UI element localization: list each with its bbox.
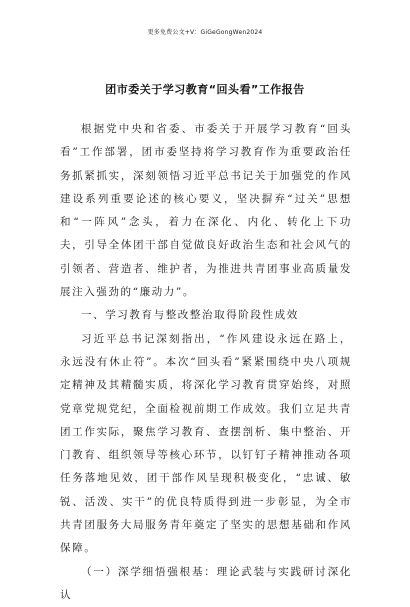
section-heading: 一、学习教育与整改整治取得阶段性成效 xyxy=(81,309,299,322)
document-title: 团市委关于学习教育“回头看”工作报告 xyxy=(105,83,305,96)
body-paragraph: 根据党中央和省委、市委关于开展学习教育“回头看”工作部署，团市委坚持将学习教育作为重要政治任务抓紧抓实，深刻领悟习近平总书记关于加强党的作风建设系列重要论述的核心要义，坚决摒弃“过关”思想和“一阵风”念头，着力在深化、内化、转化上下功夫，引导全体团干部自觉做良好政治生态和社会风气的引领者、营造者、维护者，为推进共青团事业高质量发展注入强劲的“廉动力”。 xyxy=(60,123,352,299)
subsection-heading: （一）深学细悟强根基：理论武装与实践研讨深化认 xyxy=(60,565,352,601)
header-note: 更多免费公文+V：GiGeGongWen2024 xyxy=(147,29,263,36)
body-paragraph: 习近平总书记深刻指出，“作风建设永远在路上，永远没有休止符”。本次“回头看”紧紧围绕中央八项规定精神及其精髓实质，将深化学习教育贯穿始终，对照党章党规党纪，全面检视前期工作成效。我们立足共青团工作实际，聚焦学习教育、查摆剖析、集中整治、开门教育、组织领导等核心环节，以钉钉子精神推动各项任务落地见效，团干部作风呈现积极变化，“忠诚、敏锐、活泼、实干”的优良特质得到进一步彰显，为全市共青团服务大局服务青年奠定了坚实的思想基础和作风保障。 xyxy=(60,332,352,555)
document-body xyxy=(60,118,352,607)
